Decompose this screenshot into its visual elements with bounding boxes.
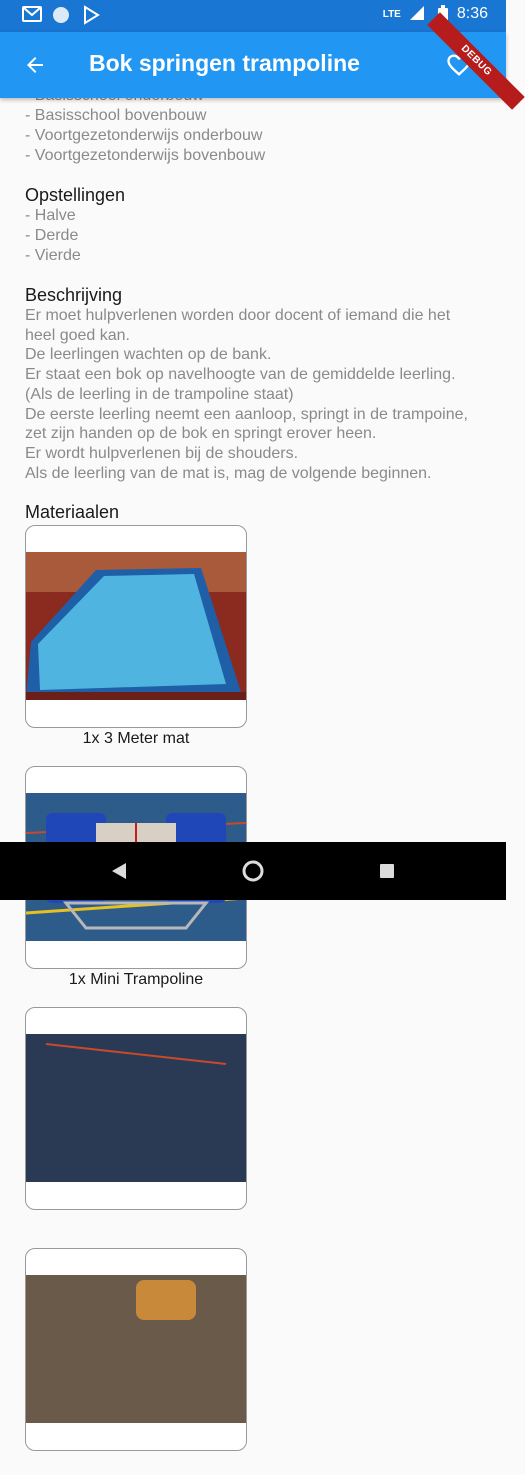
opstelling-item: - Vierde bbox=[25, 247, 81, 264]
material-label bbox=[25, 1453, 247, 1475]
beschrijving-title: Beschrijving bbox=[25, 285, 123, 305]
square-recents-icon bbox=[378, 862, 396, 880]
app-bar bbox=[0, 32, 506, 98]
materialen-title: Materiaalen bbox=[25, 502, 120, 523]
material-card[interactable] bbox=[25, 1007, 247, 1234]
gmail-icon bbox=[22, 6, 42, 24]
level-item: - Voortgezetonderwijs bovenbouw bbox=[25, 147, 266, 164]
material-label bbox=[25, 1212, 247, 1234]
triangle-back-icon bbox=[110, 861, 128, 881]
status-time: 8:36 bbox=[456, 5, 488, 22]
description-line: Als de leerling van de mat is, mag de volgende beginnen. bbox=[25, 464, 432, 482]
nav-home-button[interactable] bbox=[241, 859, 265, 883]
opstellingen-list bbox=[25, 206, 481, 266]
description-line: De eerste leerling neemt een aanloop, springt in de trampoine, zet zijn handen op de bok en springt erover heen. bbox=[25, 405, 468, 443]
mat-photo bbox=[26, 552, 246, 700]
level-item: - Basisschool bovenbouw bbox=[25, 107, 207, 124]
description-line: Er staat een bok op navelhoogte van de gemiddelde leerling. (Als de leerling in de trampoline staat) bbox=[25, 366, 456, 403]
material-card[interactable] bbox=[25, 1248, 247, 1475]
description-line: De leerlingen wachten op de bank. bbox=[25, 346, 272, 364]
description-line: Er moet hulpverlenen worden door docent of iemand die het heel goed kan. bbox=[25, 307, 451, 344]
beschrijving-text bbox=[25, 306, 481, 483]
material-label: 1x Mini Trampoline bbox=[68, 971, 204, 989]
nav-back-button[interactable] bbox=[107, 859, 131, 883]
material-card-frame[interactable] bbox=[25, 1007, 247, 1210]
network-type-label: LTE bbox=[382, 8, 401, 20]
materials-grid bbox=[25, 525, 481, 1475]
opstelling-item: - Derde bbox=[25, 227, 79, 244]
signal-icon bbox=[409, 5, 429, 23]
opstelling-item: - Halve bbox=[25, 207, 76, 224]
debug-banner: DEBUG bbox=[427, 12, 525, 110]
nav-recents-button[interactable] bbox=[375, 859, 399, 883]
arrow-back-icon bbox=[23, 53, 47, 77]
material-card-frame[interactable] bbox=[25, 1248, 247, 1451]
level-item: - Voortgezetonderwijs onderbouw bbox=[25, 127, 263, 144]
circle-status-icon bbox=[52, 6, 72, 24]
page-title: Bok springen trampoline bbox=[89, 50, 360, 76]
opstellingen-title: Opstellingen bbox=[25, 185, 126, 205]
material-card-frame[interactable] bbox=[25, 525, 247, 728]
system-nav-bar bbox=[0, 842, 506, 900]
material-card[interactable] bbox=[25, 525, 247, 752]
material-photo bbox=[26, 1034, 246, 1182]
material-photo bbox=[26, 1275, 246, 1423]
back-button[interactable] bbox=[16, 46, 54, 84]
circle-home-icon bbox=[242, 860, 264, 882]
play-store-icon bbox=[82, 6, 102, 24]
content-scroll[interactable] bbox=[0, 98, 506, 989]
description-line: Er wordt hulpverlenen bij de shouders. bbox=[25, 444, 299, 462]
levels-list bbox=[25, 86, 481, 166]
material-label: 1x 3 Meter mat bbox=[82, 730, 190, 748]
